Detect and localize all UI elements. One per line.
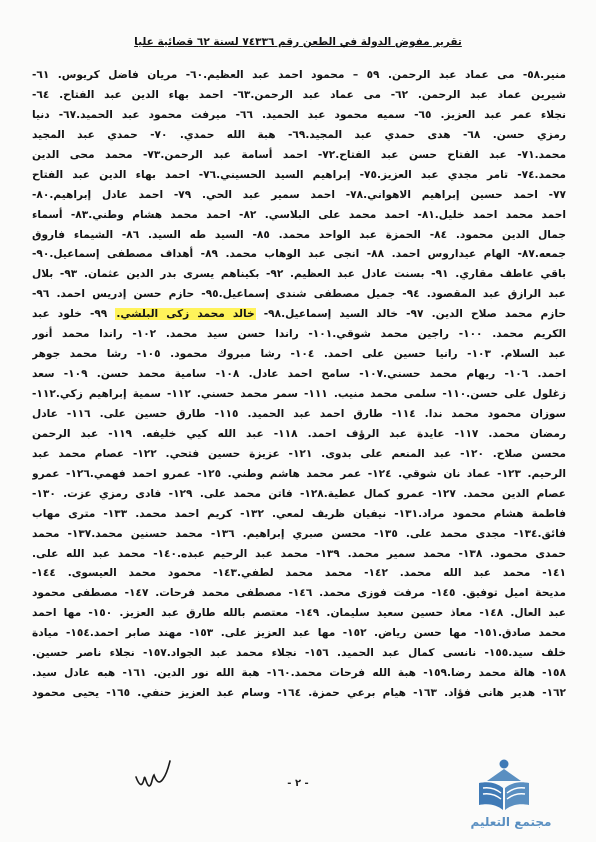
text-line: رمضان محمد. ١١٧- عايدة عبد الرؤف احمد. ١١٨- عبد الله كيي خليفه. ١١٩- عبد الرحمن	[32, 427, 566, 440]
text-line: منير.٥٨- مى عماد عبد الرحمن. ٥٩ – محمود احمد عبد العظيم.٦٠- مريان فاضل كريوس. ٦١-	[32, 69, 566, 81]
text-line: احمد محمد احمد خليل.٨١- احمد محمد على البلاسي. ٨٢- احمد محمد هشام وطني.٨٣- أسماء	[32, 208, 566, 221]
text-line: الكريم محمد. ١٠٠- راجين محمد شوقي.١٠١- راندا حسن سيد محمد. ١٠٢- راندا محمد أنور	[32, 328, 566, 341]
report-title: تقرير مفوض الدولة في الطعن رقم ٧٤٣٣٦ لسنة ٦٢ قضائية عليا	[134, 36, 462, 48]
text-line: محسن صلاح. ١٢٠- عبد المنعم على بدوى. ١٢١- عزيزة حسين فتحي. ١٢٢- عصام محمد عبد	[32, 447, 566, 460]
text-line: باقي عاطف مقاري. ٩١- بسنت عادل عبد العظيم. ٩٢- بكيناهم يسرى بدر الدين عثمان. ٩٣- بلال	[32, 268, 566, 281]
text-line: عصام الدين محمد. ١٢٧- عمرو كمال عطية.١٢٨- فاتن محمد على. ١٢٩- فادى رمزي عزت. ١٣٠-	[32, 487, 566, 500]
text-segment: ٩٩- خلود عبد	[32, 308, 116, 321]
text-line: جمال الدين محمود. ٨٤- الحمزة عبد الواحد محمد. ٨٥- السيد طه السيد. ٨٦- الشيماء فاروق	[32, 228, 566, 241]
page-number: - ٢ -	[287, 778, 309, 789]
text-line	[32, 305, 566, 325]
text-line: زغلول على حسن.١١٠- سلمى محمد منيب. ١١١- سمر محمد حسني. ١١٢- سمية إبراهيم زكي.١١٢-	[32, 388, 566, 400]
names-list-body	[32, 66, 566, 704]
text-line: محمد.٧١- عبد الفتاح حسن عبد الفتاح.٧٢- احمد أسامة عبد الرحمن.٧٣- محمد محى الدين	[32, 148, 566, 161]
text-line: ١٤١- محمد عبد الله محمد. ١٤٢- محمد محمد لطفي.١٤٣- محمود محمد العيسوى. ١٤٤-	[32, 567, 566, 580]
text-line: احمد. ١٠٦- ريهام محمد حسني.١٠٧- سامح احمد عادل. ١٠٨- سامية محمد حسن. ١٠٩- سعد	[32, 368, 566, 381]
text-line: عبد السلام. ١٠٣- رانيا حسين على احمد. ١٠٤- رشا مبروك محمود. ١٠٥- رشا محمد جوهر	[32, 348, 566, 361]
text-line: عبد الرازق عبد المقصود. ٩٤- جميل مصطفى شندى إسماعيل.٩٥- حازم حسن إدريس احمد. ٩٦-	[32, 288, 566, 301]
text-line: حمدى محمود. ١٣٨- محمد سمير محمد. ١٣٩- محمد عبد الرحيم عبده.١٤٠- محمد عبد الله على.	[32, 547, 566, 560]
text-line: شيرين عماد عبد الرحمن. ٦٢- مى عماد عبد الرحمن.٦٣- احمد بهاء الدين عبد الفتاح. ٦٤-	[32, 88, 566, 101]
text-line: الرحيم. ١٢٣- عماد نان شوقي. ١٢٤- عمر محمد هاشم وطني. ١٢٥- عمرو احمد فهمي.١٢٦- عمرو	[32, 467, 566, 480]
text-line: جمعه.٨٧- الهام عيداروس احمد. ٨٨- انجى عبد الوهاب محمد. ٨٩- أهداف مصطفى إسماعيل.٩٠-	[32, 248, 566, 261]
text-line: محمد.٧٤- تامر مجدي عبد العزيز.٧٥- إبراهيم السيد الحسيني.٧٦- احمد بهاء الدين عبد الفتاح	[32, 168, 566, 181]
logo-text: مجتمع التعليم	[470, 815, 552, 829]
text-line: عبد العال. ١٤٨- معاذ حسين سعيد سليمان. ١٤٩- معتصم بالله طارق عبد العزيز. ١٥٠- مها احمد	[32, 607, 566, 620]
text-segment: حازم محمد صلاح الدين. ٩٧- خالد السيد إسماعيل.٩٨-	[255, 308, 566, 321]
text-line: فاطمة هشام محمود مراد.١٣١- نيفيان ظريف لمعي. ١٣٢- كريم احمد محمد. ١٣٣- مترى مهاب	[32, 507, 566, 520]
highlighted-name: خالد محمد زكى البلشي.	[116, 308, 255, 321]
text-line: ١٦٢- هدير هانى فؤاد. ١٦٣- هيام برعي حمزة. ١٦٤- وسام عبد العزيز حنفي. ١٦٥- يحيى محمود	[32, 687, 566, 700]
text-line: ١٥٨- هالة محمد رضا.١٥٩- هبة الله فرحات محمد.١٦٠- هبة الله نور الدين. ١٦١- هبه عادل سيد.	[32, 667, 566, 680]
text-line: سوزان محمود محمد ندا. ١١٤- طارق احمد عبد الحميد. ١١٥- طارق حسين على. ١١٦- عادل	[32, 407, 566, 420]
text-line: فائق.١٣٤- مجدى محمد على. ١٣٥- محسن صبري إبراهيم. ١٣٦- محمد حسنين محمد.١٣٧- محمد	[32, 527, 566, 540]
text-line: محمد صادق.١٥١- مها حسن رياض. ١٥٢- مها عبد العزيز على. ١٥٣- مهند صابر احمد.١٥٤- ميادة	[32, 627, 566, 640]
text-line: مديحة اميل توفيق. ١٤٥- مرفت فوزى محمد. ١٤٦- مصطفى محمد فرحات. ١٤٧- مصطفى محمود	[32, 587, 566, 600]
text-line: رمزي حسن. ٦٨- هدى حمدي عبد المجيد.٦٩- هبة الله حمدي. ٧٠- حمدي عبد المجيد	[32, 128, 566, 141]
text-line: ٧٧- احمد حسين إبراهيم الاهواني.٧٨- احمد سمير عبد الحي. ٧٩- احمد عادل إبراهيم.٨٠-	[32, 188, 566, 201]
book-logo-icon	[473, 755, 535, 813]
text-line: نجلاء عمر عبد العزيز. ٦٥- سميه محمود عبد الحميد. ٦٦- ميرفت محمود عبد الحميد.٦٧- دنيا	[32, 108, 566, 121]
text-line: خلف سيد.١٥٥- نانسى كمال عبد الحميد. ١٥٦- نجلاء محمد عبد الجواد.١٥٧- نجلاء ناصر حسين.	[32, 647, 566, 660]
site-logo	[451, 755, 571, 835]
